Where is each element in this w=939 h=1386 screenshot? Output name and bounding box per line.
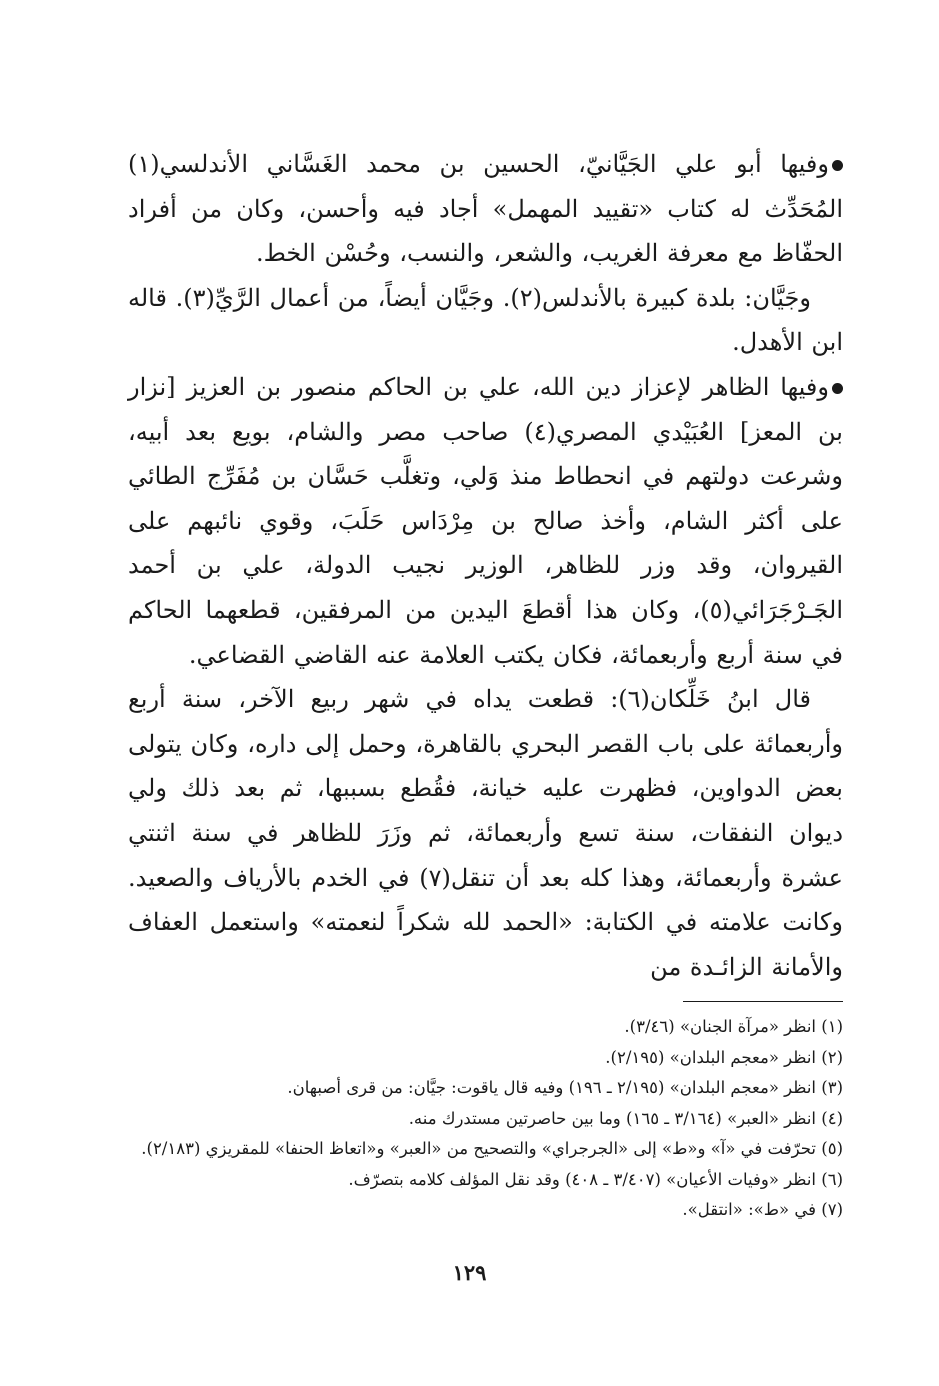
bullet-icon [832,160,843,171]
paragraph-4-text: قال ابنُ خَلِّكان(٦): قطعت يداه في شهر ربيع الآخر، سنة أربع وأربعمائة على باب القصر البحري بالقاهرة، وحمل إلى داره، وكان يتولى بعض الدواوين، فظهرت عليه خيانة، فقُطع بسببها، ثم بعد ذلك ولي ديوان النفقات، سنة تسع وأربعمائة، ثم وزَرَ للظاهر في سنة اثنتي عشرة وأربعمائة، وهذا كله بعد أن تنقل(٧) في الخدم بالأرياف والصعيد. وكانت علامته في الكتابة: «الحمد لله شكراً لنعمته» واستعمل العفاف والأمانة الزائـدة من [128,685,844,981]
footnote-1: (١) انظر «مرآة الجنان» (٣/٤٦). [624,1017,843,1037]
paragraph-4 [128,677,843,989]
paragraph-1 [128,142,843,276]
footnote-separator [683,1001,843,1002]
footnote-3: (٣) انظر «معجم البلدان» (٢/١٩٥ ـ ١٩٦) وفيه قال ياقوت: جيَّان: من قرى أصبهان. [287,1078,843,1098]
footnote-5: (٥) تحرّفت في «آ» و«ط» إلى «الجرجراي» والتصحيح من «العبر» و«اتعاظ الحنفا» للمقريزي (٢/١٨٣). [141,1139,843,1159]
footnote-6: (٦) انظر «وفيات الأعيان» (٣/٤٠٧ ـ ٤٠٨) وقد نقل المؤلف كلامه بتصرّف. [348,1169,843,1189]
page-number: ١٢٩ [452,1260,487,1285]
footnote-7: (٧) في «ط»: «انتقل». [682,1200,843,1220]
main-text [128,142,843,989]
paragraph-1-text: وفيها أبو علي الجَيَّانيّ، الحسين بن محمد الغَسَّاني الأندلسي(١) المُحَدِّث له كتاب «تقييد المهمل» أجاد فيه وأحسن، وكان من أفراد الحفّاظ مع معرفة الغريب، والشعر، والنسب، وحُسْن الخط. [128,150,843,268]
paragraph-2-text: وجَيَّان: بلدة كبيرة بالأندلس(٢). وجَيَّان أيضاً، من أعمال الرَّيِّ(٣). قاله ابن الأهدل. [128,283,843,357]
bullet-icon [832,383,843,394]
footnote-2: (٢) انظر «معجم البلدان» (٢/١٩٥). [605,1047,843,1067]
paragraph-2 [128,276,843,365]
footnotes [128,1012,843,1226]
paragraph-3 [128,365,843,677]
page-content [128,142,843,1226]
paragraph-3-text: وفيها الظاهر لإعزاز دين الله، علي بن الحاكم منصور بن العزيز [نزار بن المعز] العُبَيْدي المصري(٤) صاحب مصر والشام، بويع بعد أبيه، وشرعت دولتهم في انحطاط منذ وَلي، وتغلَّب حَسَّان بن مُفَرِّج الطائي على أكثر الشام، وأخذ صالح بن مِرْدَاس حَلَبَ، وقوي نائبهم على القيروان، وقد وزر للظاهر، الوزير نجيب الدولة، علي بن أحمد الجَـرْجَرَائي(٥)، وكان هذا أقطعَ اليدين من المرفقين، قطعهما الحاكم في سنة أربع وأربعمائة، فكان يكتب العلامة عنه القاضي القضاعي. [128,372,843,669]
footnote-4: (٤) انظر «العبر» (٣/١٦٤ ـ ١٦٥) وما بين حاصرتين مستدرك منه. [408,1108,843,1128]
